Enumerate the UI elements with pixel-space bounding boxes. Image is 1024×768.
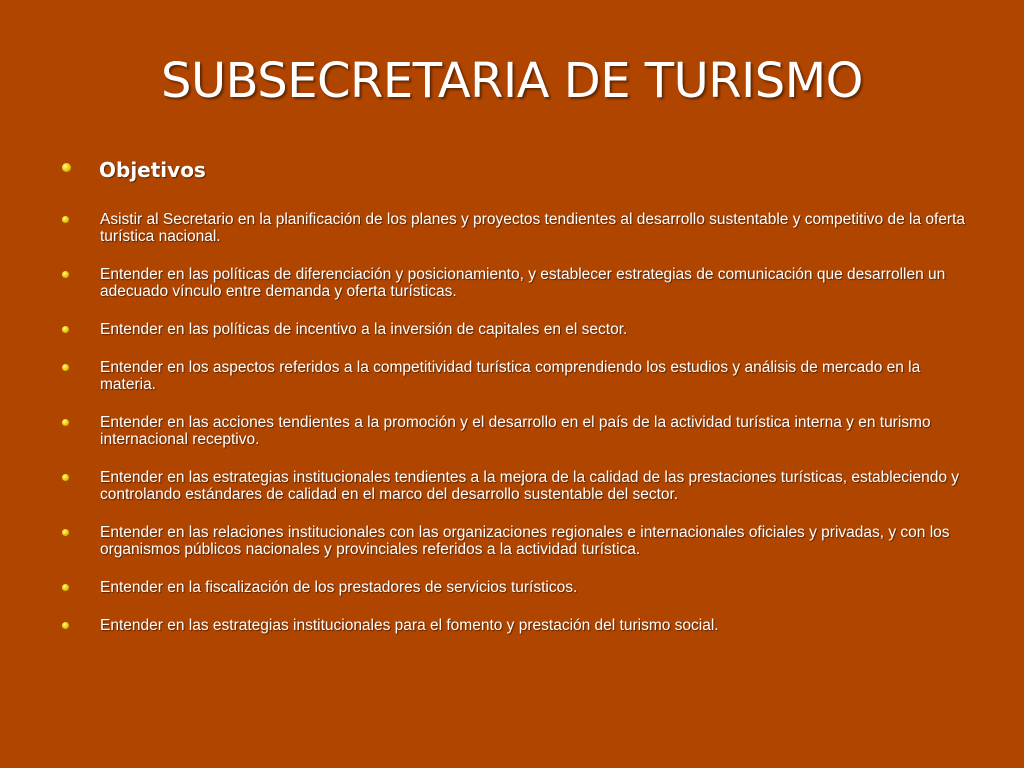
- list-item-text: Entender en las políticas de diferenciación y posicionamiento, y establecer estrategias de comunicación que desarrollen un adecuado vínculo entre demanda y oferta turísticas.: [100, 266, 946, 300]
- list-item-text: Entender en las estrategias institucionales tendientes a la mejora de la calidad de las prestaciones turísticas, estableciendo y controlando estándares de calidad en el marco del desarrollo sustentable del sector.: [100, 469, 960, 503]
- objectives-heading-row: [62, 158, 206, 182]
- list-item-text: Entender en las políticas de incentivo a la inversión de capitales en el sector.: [100, 321, 628, 338]
- list-item: [62, 579, 967, 596]
- list-item: [62, 524, 967, 558]
- bullet-icon: [62, 419, 69, 426]
- list-item-text: Entender en las acciones tendientes a la promoción y el desarrollo en el país de la actividad turística interna y en turismo internacional receptivo.: [100, 414, 931, 448]
- bullet-icon: [62, 584, 69, 591]
- list-item: [62, 211, 967, 245]
- bullet-icon: [62, 326, 69, 333]
- list-item: [62, 321, 967, 338]
- bullet-icon: [62, 622, 69, 629]
- bullet-icon: [62, 364, 69, 371]
- list-item-text: Asistir al Secretario en la planificación de los planes y proyectos tendientes al desarrollo sustentable y competitivo de la oferta turística nacional.: [100, 211, 966, 245]
- list-item-text: Entender en la fiscalización de los prestadores de servicios turísticos.: [100, 579, 578, 596]
- bullet-icon: [62, 474, 69, 481]
- list-item: [62, 359, 967, 393]
- bullet-icon: [62, 529, 69, 536]
- list-item: [62, 469, 967, 503]
- bullet-icon: [62, 163, 71, 172]
- bullet-icon: [62, 271, 69, 278]
- list-item-text: Entender en las relaciones institucionales con las organizaciones regionales e internacionales oficiales y privadas, y con los organismos públicos nacionales y provinciales referidos a la actividad turística.: [100, 524, 950, 558]
- objectives-heading: Objetivos: [99, 158, 206, 182]
- bullet-icon: [62, 216, 69, 223]
- list-item-text: Entender en los aspectos referidos a la competitividad turística comprendiendo los estudios y análisis de mercado en la materia.: [100, 359, 921, 393]
- list-item: [62, 617, 967, 634]
- list-item: [62, 414, 967, 448]
- list-item: [62, 266, 967, 300]
- slide-title: SUBSECRETARIA DE TURISMO: [161, 53, 863, 109]
- objectives-list: [62, 211, 967, 655]
- list-item-text: Entender en las estrategias institucionales para el fomento y prestación del turismo social.: [100, 617, 719, 634]
